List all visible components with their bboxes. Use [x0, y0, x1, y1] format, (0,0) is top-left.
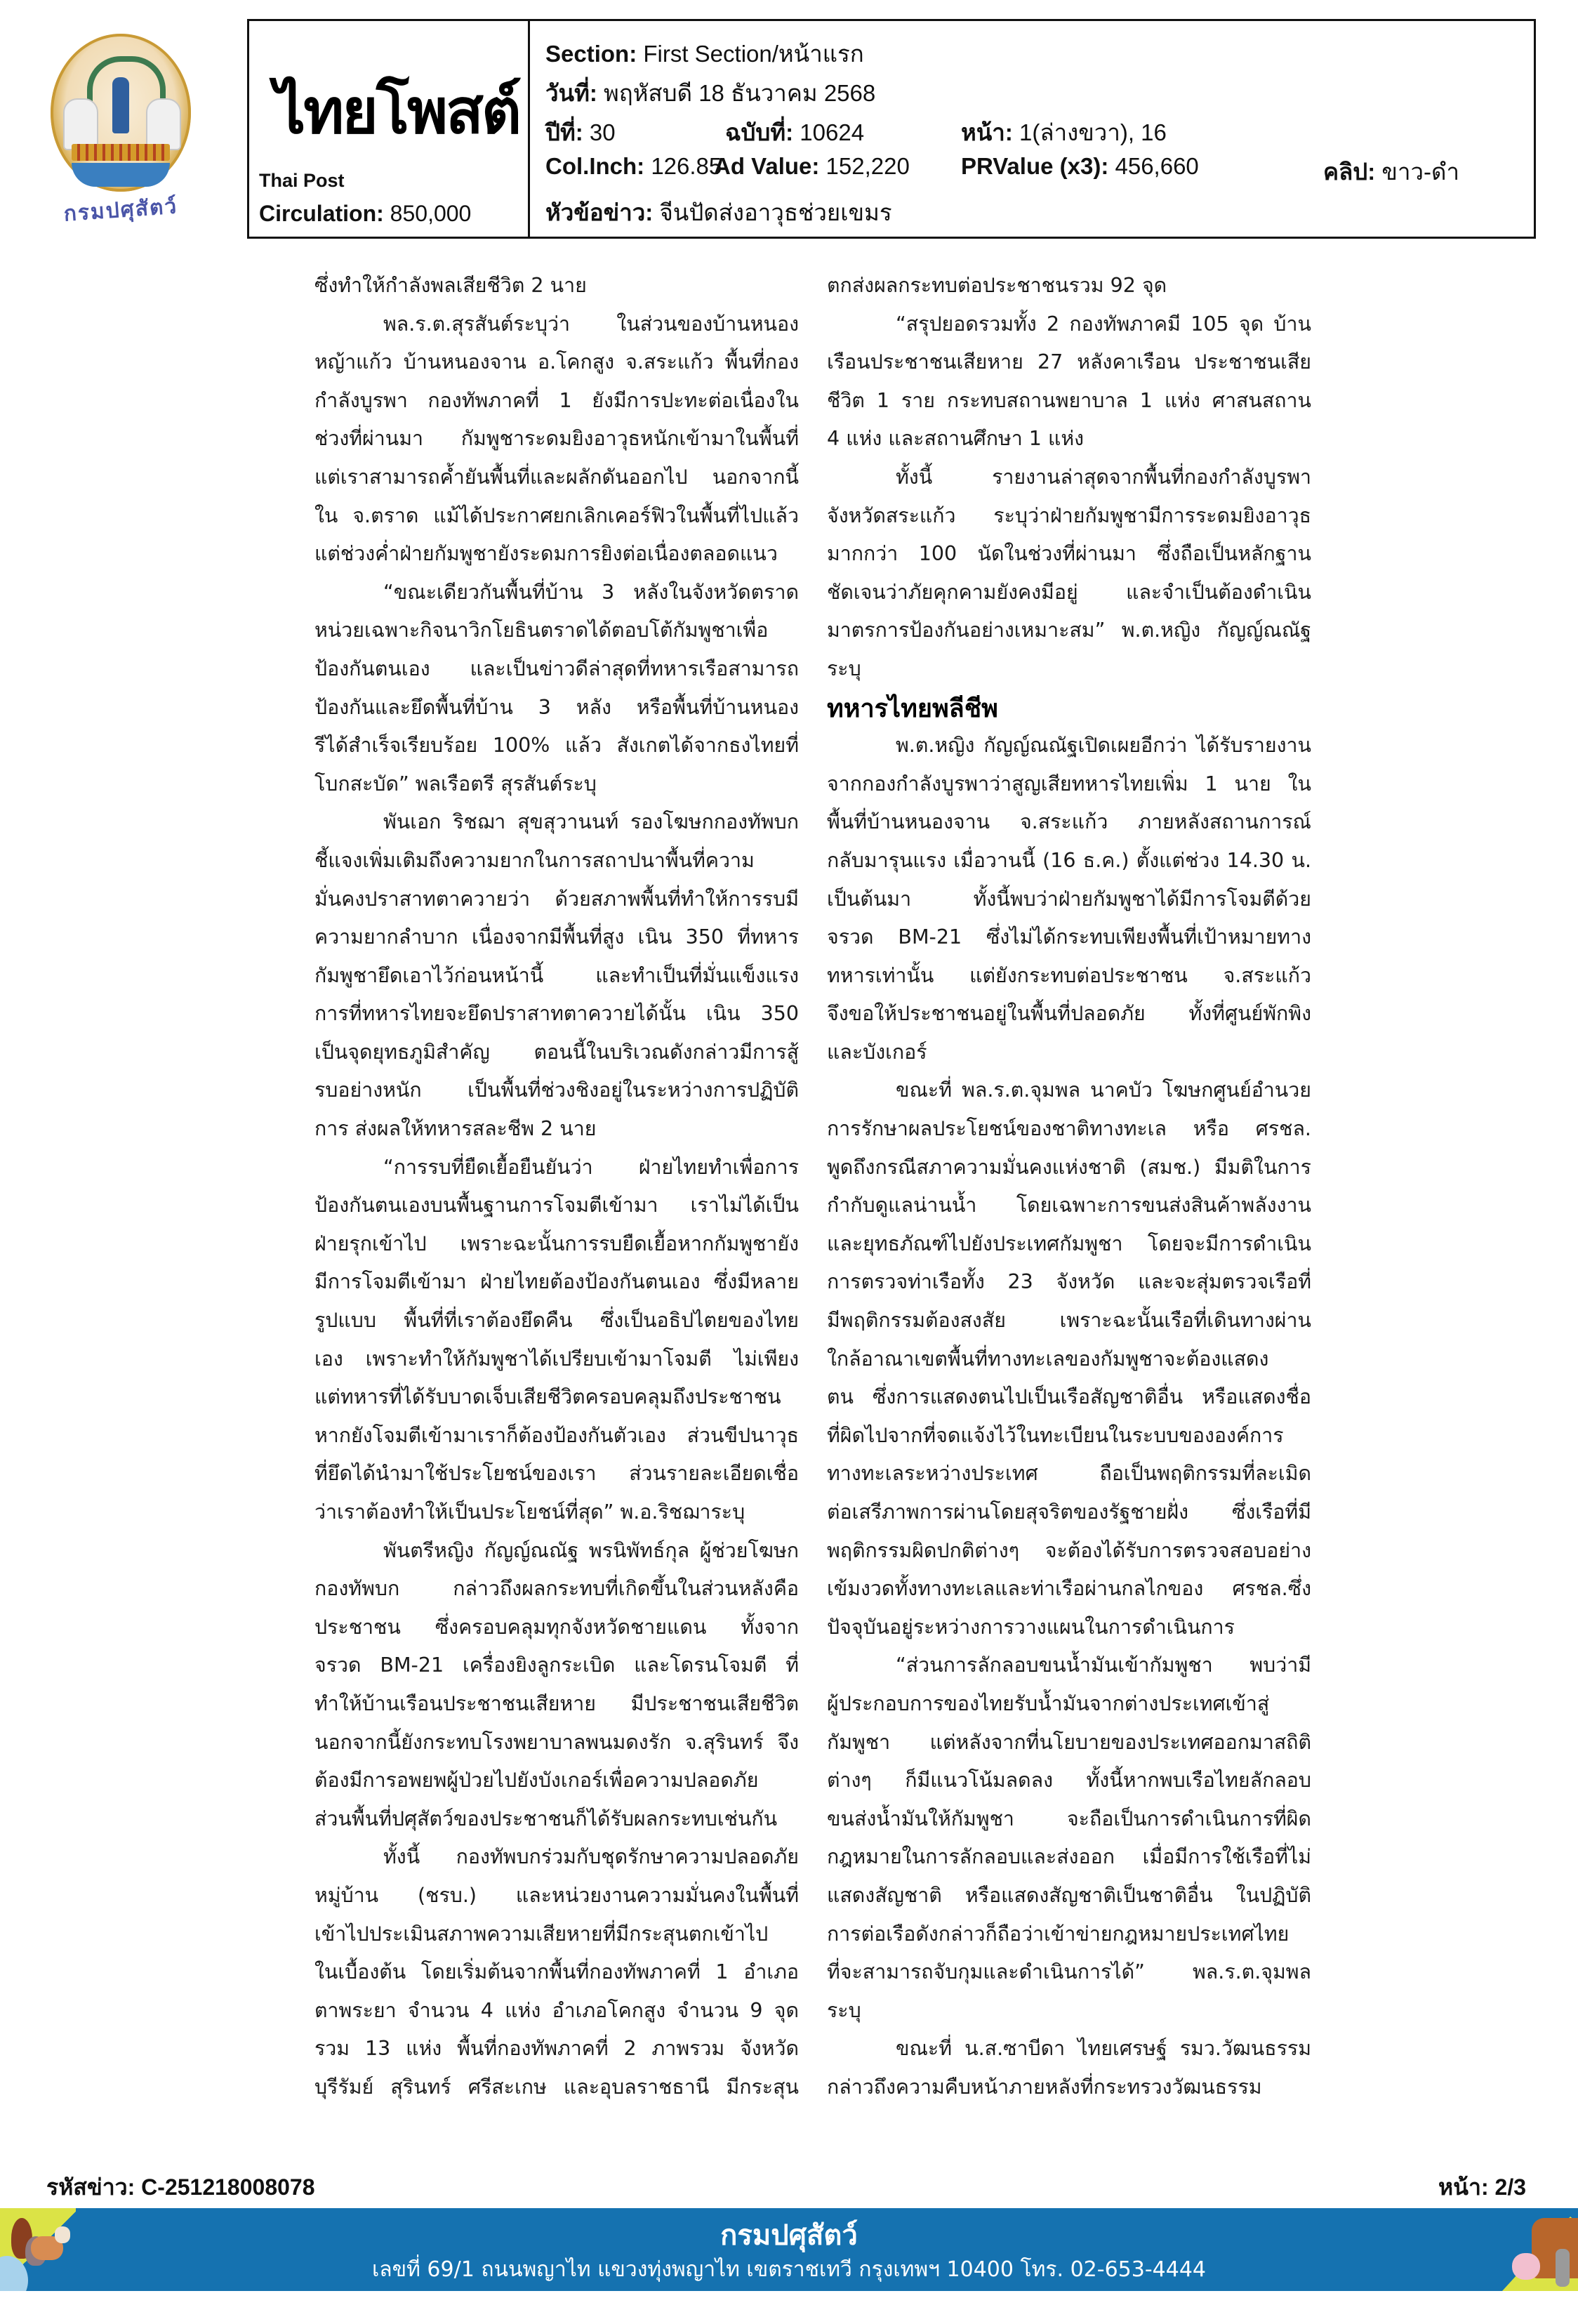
advalue-cell [714, 153, 910, 180]
headline-value: จีนปัดส่งอาวุธช่วยเขมร [659, 199, 892, 225]
article-line: กำลังบูรพา กองทัพภาคที่ 1 ยังมีการปะทะต่อเนื่องใน [314, 388, 799, 412]
article-line: “การรบที่ยืดเยื้อยืนยันว่า ฝ่ายไทยทำเพื่อการ [383, 1155, 799, 1179]
section-row [545, 35, 864, 72]
clip-cell [1323, 153, 1459, 190]
article-line: การรักษาผลประโยชน์ของชาติทางทะเล หรือ ศรชล. [827, 1117, 1311, 1141]
article-line: ประชาชน ซึ่งครอบคลุมทุกจังหวัดชายแดน ทั้งจาก [314, 1615, 799, 1639]
advalue-label: Ad Value: [714, 153, 820, 179]
article-line: หมู่บ้าน (ชรบ.) และหน่วยงานความมั่นคงในพื้นที่ [314, 1883, 799, 1907]
article-line: พล.ร.ต.สุรสันต์ระบุว่า ในส่วนของบ้านหนอง [383, 312, 799, 336]
article-line: ช่วงที่ผ่านมา กัมพูชาระดมยิงอาวุธหนักเข้ามาในพื้นที่ [314, 427, 799, 451]
circulation-label: Circulation: [259, 201, 384, 226]
seal-org-text: กรมปศุสัตว์ [62, 194, 179, 227]
colinch-label: Col.Inch: [545, 153, 645, 179]
cat-icon [1556, 2249, 1570, 2287]
article-line: พันเอก ริชฌา สุขสุวานนท์ รองโฆษกกองทัพบก [383, 810, 799, 834]
article-line: แต่เราสามารถค้ำยันพื้นที่และผลักดันออกไป นอกจากนี้ [314, 465, 799, 489]
article-line: จึงขอให้ประชาชนอยู่ในพื้นที่ปลอดภัย ทั้งที่ศูนย์พักพิง [827, 1002, 1311, 1026]
article-line: แต่ช่วงค่ำฝ่ายกัมพูชายังระดมการยิงต่อเนื่องตลอดแนว [314, 542, 778, 566]
article-line: ปัจจุบันอยู่ระหว่างการวางแผนในการดำเนินการ [827, 1615, 1235, 1639]
article-line: กองทัพบก กล่าวถึงผลกระทบที่เกิดขึ้นในส่วนหลังคือ [314, 1577, 799, 1601]
banner-address: เลขที่ 69/1 ถนนพญาไท แขวงทุ่งพญาไท เขตราชเทวี กรุงเทพฯ 10400 โทร. 02-653-4444 [371, 2257, 1207, 2282]
article-line: เข้าไปประเมินสภาพความเสียหายที่มีกระสุนตกเข้าไป [314, 1922, 769, 1946]
prvalue-label: PRValue (x3): [961, 153, 1109, 179]
article-line: ทั้งนี้ กองทัพบกร่วมกับชุดรักษาความปลอดภัย [383, 1845, 799, 1869]
article-line: ความยากลำบาก เนื่องจากมีพื้นที่สูง เนิน 350 ที่ทหาร [314, 925, 799, 949]
banner-org-title: กรมปศุสัตว์ [720, 2219, 858, 2252]
news-id-label: รหัสข่าว: [46, 2174, 135, 2200]
article-right-column [827, 267, 1311, 2107]
article-line: ชี้แจงเพิ่มเติมถึงความยากในการสถาปนาพื้นที่ความ [314, 848, 755, 872]
article-line: 4 แห่ง และสถานศึกษา 1 แห่ง [827, 427, 1085, 451]
page-value: 1(ล่างขวา), 16 [1019, 119, 1167, 145]
article-line: เป็นจุดยุทธภูมิสำคัญ ตอนนี้ในบริเวณดังกล่าวมีการสู้ [314, 1040, 799, 1064]
article-line: พันตรีหญิง กัญญ์ณณัฐ พรนิพัทธ์กุล ผู้ช่วยโฆษก [383, 1538, 799, 1562]
article-line: ชีวิต 1 ราย กระทบสถานพยาบาล 1 แห่ง ศาสนสถาน [827, 388, 1311, 412]
article-line: ระบุ [827, 656, 861, 680]
article-line: ป้องกันตนเองบนพื้นฐานการโจมตีเข้ามา เราไม่ได้เป็น [314, 1194, 799, 1217]
article-line: พฤติกรรมผิดปกติต่างๆ จะต้องได้รับการตรวจสอบอย่าง [827, 1538, 1311, 1562]
article-line: หากยังโจมตีเข้ามาเราก็ต้องป้องกันตัวเอง ส่วนขีปนาวุธ [314, 1423, 799, 1447]
article-line: การ ส่งผลให้ทหารสละชีพ 2 นาย [314, 1117, 597, 1141]
article-line: “ขณะเดียวกันพื้นที่บ้าน 3 หลังในจังหวัดตราด [383, 580, 799, 604]
article-line: ต่อเสรีภาพการผ่านโดยสุจริตของรัฐชายฝั่ง ซึ่งเรือที่มี [827, 1500, 1311, 1524]
article-left-column [314, 267, 799, 2107]
article-line: บุรีรัมย์ สุรินทร์ ศรีสะเกษ และอุบลราชธานี มีกระสุน [314, 2075, 799, 2099]
article-line: ต่างๆ ก็มีแนวโน้มลดลง ทั้งนี้หากพบเรือไทยลักลอบ [827, 1769, 1311, 1792]
article-line: กัมพูชา แต่หลังจากที่นโยบายของประเทศออกมาสถิติ [827, 1730, 1311, 1754]
seal-water-icon [72, 163, 170, 187]
date-row [545, 74, 875, 112]
seal-right-bull-icon [146, 98, 181, 150]
clip-label: คลิป: [1323, 159, 1376, 185]
article-line: กฎหมายในการลักลอบและส่งออก เมื่อมีการใช้เรือที่ไม่ [827, 1845, 1311, 1869]
date-label: วันที่: [545, 80, 597, 106]
article-line: ว่าเราต้องทำให้เป็นประโยชน์ที่สุด” พ.อ.ริชฌาระบุ [314, 1500, 745, 1524]
article-line: รวม 13 แห่ง พื้นที่กองทัพภาคที่ 2 ภาพรวม จังหวัด [314, 2037, 799, 2061]
footer-banner [0, 2208, 1578, 2291]
article-line: ใกล้อาณาเขตพื้นที่ทางทะเลของกัมพูชาจะต้องแสดง [827, 1347, 1269, 1371]
circulation-value: 850,000 [390, 201, 472, 226]
article-line: ระบุ [827, 1998, 861, 2022]
issue-value: 10624 [800, 119, 865, 145]
circulation [259, 201, 471, 227]
article-line: ทั้งนี้ รายงานล่าสุดจากพื้นที่กองกำลังบูรพา [896, 465, 1311, 489]
date-value: พฤหัสบดี 18 ธันวาคม 2568 [604, 80, 876, 106]
article-line: ตาพระยา จำนวน 4 แห่ง อำเภอโคกสูง จำนวน 9 จุด [314, 1998, 799, 2022]
article-line: “สรุปยอดรวมทั้ง 2 กองทัพภาคมี 105 จุด บ้าน [896, 312, 1311, 336]
article-line: แต่ทหารที่ได้รับบาดเจ็บเสียชีวิตครอบคลุมถึงประชาชน [314, 1385, 781, 1409]
colinch-row [545, 153, 722, 180]
article-line: ต้องมีการอพยพผู้ป่วยไปยังบังเกอร์เพื่อความปลอดภัย [314, 1769, 759, 1792]
article-line: โบกสะบัด” พลเรือตรี สุรสันต์ระบุ [314, 772, 597, 795]
article-line: พูดถึงกรณีสภาความมั่นคงแห่งชาติ (สมช.) มีมติในการ [827, 1155, 1311, 1179]
clip-value: ขาว-ดำ [1381, 159, 1459, 185]
article-line: ขณะที่ น.ส.ซาบีดา ไทยเศรษฐ์ รมว.วัฒนธรรม [896, 2037, 1311, 2061]
article-line: ชัดเจนว่าภัยคุกคามยังคงมีอยู่ และจำเป็นต้องดำเนิน [827, 580, 1311, 604]
page-number-label: หน้า: [1438, 2174, 1489, 2200]
article-line: หน่วยเฉพาะกิจนาวิกโยธินตราดได้ตอบโต้กัมพูชาเพื่อ [314, 619, 769, 642]
article-line: ทางทะเลระหว่างประเทศ ถือเป็นพฤติกรรมที่ละเมิด [827, 1462, 1311, 1486]
article-line: ขนส่งน้ำมันให้กัมพูชา จะถือเป็นการดำเนินการที่ผิด [827, 1807, 1311, 1830]
article-line: พื้นที่บ้านหนองจาน จ.สระแก้ว ภายหลังสถานการณ์ [827, 810, 1311, 834]
newspaper-name: Thai Post [259, 170, 345, 191]
advalue-value: 152,220 [826, 153, 910, 179]
article-line: กัมพูชายึดเอาไว้ก่อนหน้านี้ และทำเป็นที่มั่นแข็งแรง [314, 963, 799, 987]
article-line: จากกองกำลังบูรพาว่าสูญเสียทหารไทยเพิ่ม 1 นาย ใน [827, 772, 1311, 795]
prvalue-value: 456,660 [1115, 153, 1199, 179]
page-label: หน้า: [961, 119, 1013, 145]
article-line: จรวด BM-21 เครื่องยิงลูกระเบิด และโดรนโจมตี ที่ [314, 1653, 799, 1677]
article-line: มีการโจมตีเข้ามา ฝ่ายไทยต้องป้องกันตนเอง ซึ่งมีหลาย [314, 1270, 799, 1294]
article-line: เข้มงวดทั้งทางทะเลและท่าเรือผ่านกลไกของ ศรชล.ซึ่ง [827, 1577, 1311, 1601]
article-line: จังหวัดสระแก้ว ระบุว่าฝ่ายกัมพูชามีการระดมยิงอาวุธ [827, 503, 1311, 527]
article-line: ในเบื้องต้น โดยเริ่มต้นจากพื้นที่กองทัพภาคที่ 1 อำเภอ [314, 1960, 799, 1984]
article-line: ฝ่ายรุกเข้าไป เพราะฉะนั้นการรบยืดเยื้อหากกัมพูชายัง [314, 1232, 799, 1255]
article-line: ตน ซึ่งการแสดงตนไปเป็นเรือสัญชาติอื่น หรือแสดงชื่อ [827, 1385, 1311, 1409]
publication-panel [249, 21, 530, 237]
article-line: กล่าวถึงความคืบหน้าภายหลังที่กระทรวงวัฒนธรรม [827, 2075, 1262, 2099]
article-line: มีพฤติกรรมต้องสงสัย เพราะฉะนั้นเรือที่เดินทางผ่าน [827, 1309, 1311, 1333]
department-seal-logo [44, 28, 198, 227]
section-label: Section: [545, 41, 637, 67]
news-id-value: C-251218008078 [141, 2174, 315, 2200]
article-line: รีได้สำเร็จเรียบร้อย 100% แล้ว สังเกตได้จากธงไทยที่ [314, 734, 799, 758]
article-line: การที่ทหารไทยจะยึดปราสาทตาควายได้นั้น เนิน 350 [314, 1002, 799, 1026]
article-line: “ส่วนการลักลอบขนน้ำมันเข้ากัมพูชา พบว่ามี [896, 1653, 1311, 1677]
article-line: ทหารเท่านั้น แต่ยังกระทบต่อประชาชน จ.สระแก้ว [827, 963, 1311, 987]
article-line: เรือนประชาชนเสียหาย 27 หลังคาเรือน ประชาชนเสีย [827, 350, 1311, 374]
article-line: จรวด BM-21 ซึ่งไม่ได้กระทบเพียงพื้นที่เป้าหมายทาง [827, 925, 1311, 949]
article-line: กำกับดูแลน่านน้ำ โดยเฉพาะการขนส่งสินค้าพลังงาน [827, 1194, 1311, 1217]
year-label: ปีที่: [545, 119, 583, 145]
page-cell [961, 114, 1167, 151]
article-line: รบอย่างหนัก เป็นพื้นที่ช่วงชิงอยู่ในระหว่างการปฏิบัติ [314, 1078, 799, 1102]
article-line: กลับมารุนแรง เมื่อวานนี้ (16 ธ.ค.) ตั้งแต่ช่วง 14.30 น. [827, 848, 1311, 872]
article-line: หญ้าแก้ว บ้านหนองจาน อ.โคกสูง จ.สระแก้ว พื้นที่กอง [314, 350, 799, 374]
clipping-metadata-panel [530, 21, 1534, 237]
clipping-header-box [247, 19, 1536, 239]
newspaper-logo: ไทยโพสต์ [274, 75, 519, 147]
article-line: ส่วนพื้นที่ปศุสัตว์ของประชาชนก็ได้รับผลกระทบเช่นกัน [314, 1807, 778, 1830]
seal-base-icon [72, 144, 170, 161]
issue-label: ฉบับที่: [725, 119, 794, 145]
article-line: ที่จะสามารถจับกุมและดำเนินการได้” พล.ร.ต.จุมพล [827, 1960, 1311, 1984]
colinch-value: 126.85 [651, 153, 722, 179]
article-line: เอง เพราะทำให้กัมพูชาได้เปรียบเข้ามาโจมตี ไม่เพียง [314, 1347, 799, 1371]
article-line: ที่ผิดไปจากที่จดแจ้งไว้ในทะเบียนในระบบขององค์การ [827, 1423, 1284, 1447]
pig-icon [1512, 2253, 1540, 2280]
prvalue-cell [961, 153, 1199, 180]
article-line: ที่ยึดได้นำมาใช้ประโยชน์ของเรา ส่วนรายละเอียดเชื่อ [314, 1462, 799, 1486]
article-line: แสดงสัญชาติ หรือแสดงสัญชาติเป็นชาติอื่น ในปฏิบัติ [827, 1883, 1311, 1907]
headline-label: หัวข้อข่าว: [545, 199, 654, 225]
headline-row [545, 194, 892, 231]
page-number [1438, 2170, 1526, 2205]
article-line: เป็นต้นมา ทั้งนี้พบว่าฝ่ายกัมพูชาได้มีการโจมตีด้วย [827, 887, 1311, 911]
article-line: ป้องกันและยึดพื้นที่บ้าน 3 หลัง หรือพื้นที่บ้านหนอง [314, 695, 799, 719]
article-subheading: ทหารไทยพลีชีพ [827, 694, 998, 723]
article-line: ขณะที่ พล.ร.ต.จุมพล นาคบัว โฆษกศูนย์อำนวย [896, 1078, 1311, 1102]
article-line: และยุทธภัณฑ์ไปยังประเทศกัมพูชา โดยจะมีการดำเนิน [827, 1232, 1311, 1255]
article-line: ใน จ.ตราด แม้ได้ประกาศยกเลิกเคอร์ฟิวในพื้นที่ไปแล้ว [314, 503, 799, 527]
year-row [545, 114, 616, 151]
article-line: ตกส่งผลกระทบต่อประชาชนรวม 92 จุด [827, 274, 1167, 297]
article-line: การตรวจท่าเรือทั้ง 23 จังหวัด และจะสุ่มตรวจเรือที่ [827, 1270, 1311, 1294]
news-id [46, 2170, 315, 2205]
seal-left-bull-icon [63, 98, 98, 150]
article-line: และบังเกอร์ [827, 1040, 927, 1064]
article-line: มั่นคงปราสาทตาควายว่า ด้วยสภาพพื้นที่ทำให้การรบมี [314, 887, 799, 911]
seal-deity-icon [112, 77, 129, 133]
article-line: การต่อเรือดังกล่าวก็ถือว่าเข้าข่ายกฎหมายประเทศไทย [827, 1922, 1289, 1946]
article-line: มากกว่า 100 นัดในช่วงที่ผ่านมา ซึ่งถือเป็นหลักฐาน [827, 542, 1311, 566]
year-value: 30 [589, 119, 616, 145]
section-value: First Section/หน้าแรก [643, 41, 864, 67]
article-line: นอกจากนี้ยังกระทบโรงพยาบาลพนมดงรัก จ.สุรินทร์ จึง [314, 1730, 799, 1754]
article-line: ผู้ประกอบการของไทยรับน้ำมันจากต่างประเทศเข้าสู่ [827, 1691, 1270, 1715]
issue-cell [725, 114, 864, 151]
article-line: มาตรการป้องกันอย่างเหมาะสม” พ.ต.หญิง กัญญ์ณณัฐ [827, 619, 1311, 642]
article-line: รูปแบบ พื้นที่ที่เราต้องยึดคืน ซึ่งเป็นอธิปไตยของไทย [314, 1309, 799, 1333]
article-line: พ.ต.หญิง กัญญ์ณณัฐเปิดเผยอีกว่า ได้รับรายงาน [896, 734, 1311, 758]
article-line: ทำให้บ้านเรือนประชาชนเสียหาย มีประชาชนเสียชีวิต [314, 1691, 799, 1715]
article-line: ซึ่งทำให้กำลังพลเสียชีวิต 2 นาย [314, 274, 587, 297]
article-line: ป้องกันตนเอง และเป็นข่าวดีล่าสุดที่ทหารเรือสามารถ [314, 656, 799, 680]
page-number-value: 2/3 [1494, 2174, 1526, 2200]
